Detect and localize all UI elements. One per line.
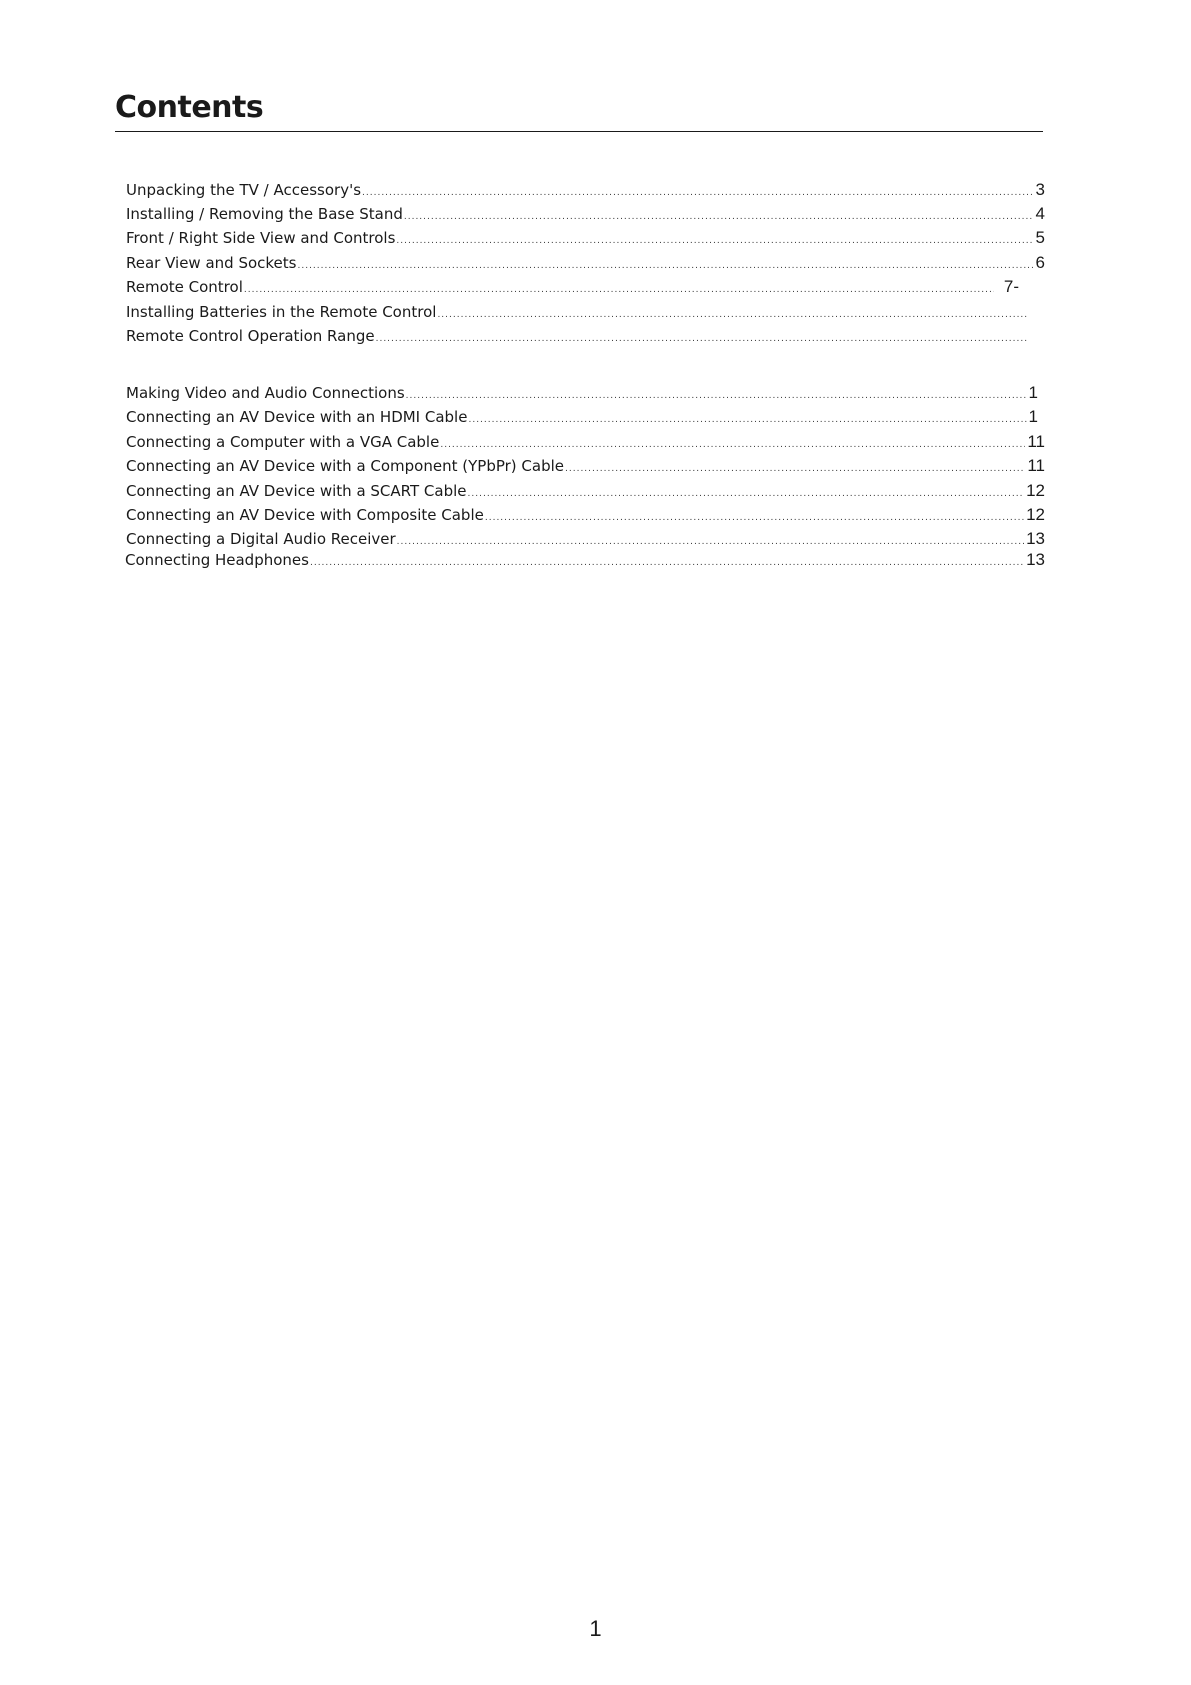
toc-entry[interactable] <box>126 382 1038 404</box>
toc-dot-leader <box>362 182 1034 204</box>
toc-entry-page: 11 <box>1027 432 1045 451</box>
toc-entry-page: 4 <box>1035 204 1045 223</box>
toc-entry[interactable] <box>126 203 1045 225</box>
toc-entry[interactable] <box>125 549 1045 571</box>
toc-entry-page: 1 <box>1028 407 1038 426</box>
toc-entry[interactable] <box>126 325 1029 347</box>
toc-entry-title: Rear View and Sockets <box>126 254 297 272</box>
toc-entry-title: Connecting an AV Device with Composite Cable <box>126 506 484 524</box>
toc-dot-leader <box>376 328 1027 350</box>
toc-entry[interactable] <box>126 301 1029 323</box>
toc-entry-page: 7- <box>1003 277 1019 296</box>
toc-entry-title: Connecting an AV Device with a Component (YPbPr) Cable <box>126 457 564 475</box>
toc-entry-title: Front / Right Side View and Controls <box>126 229 396 247</box>
toc-entry-title: Installing Batteries in the Remote Control <box>126 303 437 321</box>
toc-entry[interactable] <box>126 480 1045 502</box>
toc-dot-leader <box>440 434 1025 456</box>
toc-entry-title: Unpacking the TV / Accessory's <box>126 181 362 199</box>
toc-entry-page: 1 <box>1028 383 1038 402</box>
toc-dot-leader <box>297 255 1033 277</box>
toc-dot-leader <box>565 458 1025 480</box>
toc-entry-page: 12 <box>1026 505 1045 524</box>
toc-entry[interactable] <box>126 455 1045 477</box>
toc-dot-leader <box>404 206 1034 228</box>
toc-entry-title: Remote Control Operation Range <box>126 327 375 345</box>
page-number: 1 <box>589 1616 602 1641</box>
toc-dot-leader <box>468 409 1026 431</box>
toc-entry-title: Installing / Removing the Base Stand <box>126 205 403 223</box>
toc-dot-leader <box>244 279 994 301</box>
toc-dot-leader <box>485 507 1024 529</box>
toc-dot-leader <box>468 483 1025 505</box>
toc-entry[interactable] <box>126 528 1045 550</box>
toc-entry[interactable] <box>126 406 1038 428</box>
toc-entry[interactable] <box>126 431 1045 453</box>
toc-entry-title: Connecting an AV Device with a SCART Cable <box>126 482 467 500</box>
toc-entry[interactable] <box>126 276 1031 298</box>
toc-entry-title: Connecting Headphones <box>125 551 309 569</box>
title-divider <box>115 131 1043 132</box>
toc-entry-page: 6 <box>1035 253 1045 272</box>
toc-dot-leader <box>310 552 1024 574</box>
toc-entry[interactable] <box>126 504 1045 526</box>
toc-entry[interactable] <box>126 227 1045 249</box>
toc-entry-page: 11 <box>1027 456 1045 475</box>
toc-entry-title: Connecting an AV Device with an HDMI Cable <box>126 408 468 426</box>
page-title: Contents <box>115 90 264 125</box>
toc-entry-title: Remote Control <box>126 278 243 296</box>
toc-entry-page: 13 <box>1026 550 1045 569</box>
toc-dot-leader <box>406 385 1027 407</box>
toc-entry[interactable] <box>126 252 1045 274</box>
toc-entry-title: Connecting a Computer with a VGA Cable <box>126 433 440 451</box>
toc-entry[interactable] <box>126 179 1045 201</box>
toc-dot-leader <box>396 230 1033 252</box>
toc-entry-page: 3 <box>1035 180 1045 199</box>
toc-entry-title: Connecting a Digital Audio Receiver <box>126 530 396 548</box>
toc-entry-page: 5 <box>1035 228 1045 247</box>
toc-entry-title: Making Video and Audio Connections <box>126 384 405 402</box>
toc-entry-page: 13 <box>1026 529 1045 548</box>
toc-entry-page: 12 <box>1026 481 1045 500</box>
toc-dot-leader <box>437 304 1027 326</box>
